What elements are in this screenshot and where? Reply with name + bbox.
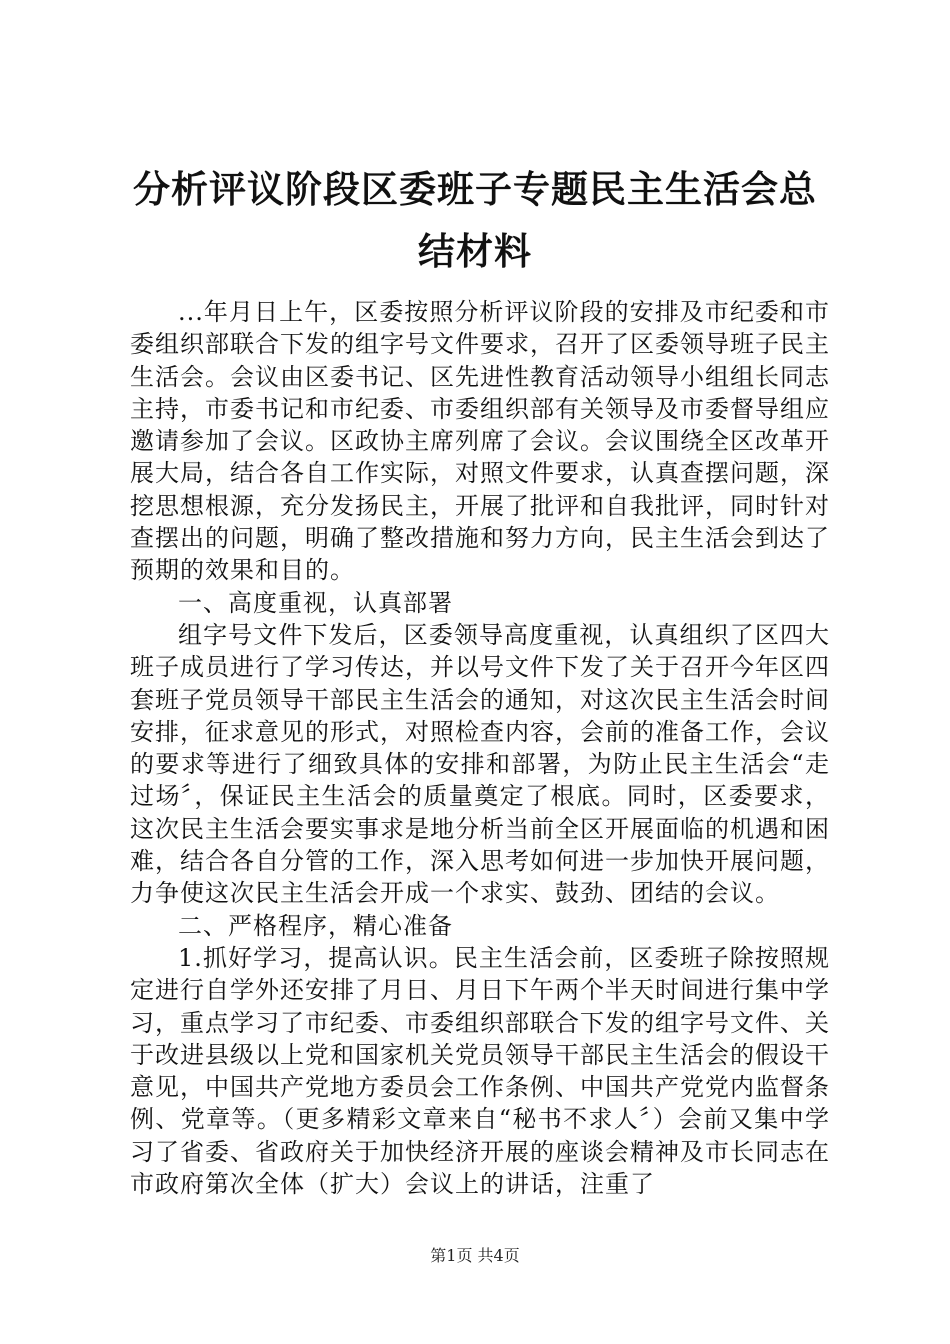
paragraph-section-1: 组字号文件下发后，区委领导高度重视，认真组织了区四大班子成员进行了学习传达，并以号文件下发了关于召开今年区四套班子党员领导干部民主生活会的通知，对这次民主生活会时间安排，征求意见的形式，对照检查内容，会前的准备工作，会议的要求等进行了细致具体的安排和部署，为防止民主生活会“走过场〞，保证民主生活会的质量奠定了根底。同时，区委要求，这次民主生活会要实事求是地分析当前全区开展面临的机遇和困难，结合各自分管的工作，深入思考如何进一步加快开展问题，力争使这次民主生活会开成一个求实、鼓劲、团结的会议。 bbox=[130, 620, 830, 908]
page-footer: 第1页 共4页 bbox=[430, 1246, 520, 1265]
section-heading-2: 二、严格程序，精心准备 bbox=[178, 911, 453, 940]
paragraph-section-2: 1.抓好学习，提高认识。民主生活会前，区委班子除按照规定进行自学外还安排了月日、月日下午两个半天时间进行集中学习，重点学习了市纪委、市委组织部联合下发的组字号文件、关于改进县级以上党和国家机关党员领导干部民主生活会的假设干意见，中国共产党地方委员会工作条例、中国共产党党内监督条例、党章等。（更多精彩文章来自“秘书不求人〞）会前又集中学习了省委、省政府关于加快经济开展的座谈会精神及市长同志在市政府第次全体（扩大）会议上的讲话，注重了 bbox=[130, 943, 830, 1199]
paragraph-intro: ...年月日上午，区委按照分析评议阶段的安排及市纪委和市委组织部联合下发的组字号文件要求，召开了区委领导班子民主生活会。会议由区委书记、区先进性教育活动领导小组组长同志主持，市委书记和市纪委、市委组织部有关领导及市委督导组应邀请参加了会议。区政协主席列席了会议。会议围绕全区改革开展大局，结合各自工作实际，对照文件要求，认真查摆问题，深挖思想根源，充分发扬民主，开展了批评和自我批评，同时针对查摆出的问题，明确了整改措施和努力方向，民主生活会到达了预期的效果和目的。 bbox=[130, 298, 830, 585]
document-title: 分析评议阶段区委班子专题民主生活会总结材料 bbox=[133, 167, 817, 273]
document-body bbox=[130, 296, 830, 1200]
section-heading-1: 一、高度重视，认真部署 bbox=[178, 588, 453, 617]
